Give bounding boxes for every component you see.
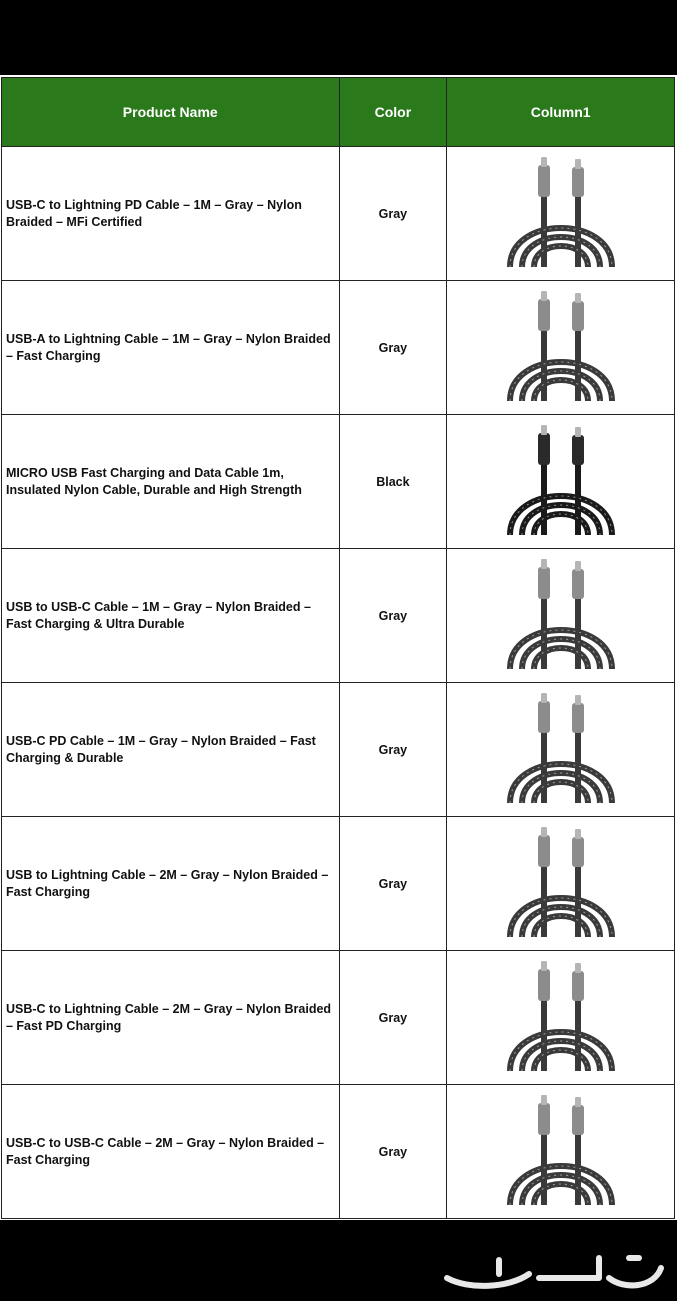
table-row xyxy=(2,683,675,817)
header-color: Color xyxy=(339,78,447,147)
color-cell: Gray xyxy=(339,147,447,281)
usb-a-to-lightning-cable-image xyxy=(496,289,626,407)
color-cell: Gray xyxy=(339,683,447,817)
table-row xyxy=(2,1085,675,1219)
product-image-cell xyxy=(447,683,675,817)
table-row xyxy=(2,951,675,1085)
header-column1: Column1 xyxy=(447,78,675,147)
product-name-cell: MICRO USB Fast Charging and Data Cable 1m, Insulated Nylon Cable, Durable and High Strength xyxy=(2,415,340,549)
logo-text: حراج xyxy=(552,1278,556,1279)
usb-c-to-lightning-cable-image xyxy=(496,155,626,273)
product-image-cell xyxy=(447,549,675,683)
usb-c-to-lightning-2m-cable-image xyxy=(496,959,626,1077)
table-row xyxy=(2,415,675,549)
product-name-cell: USB-C PD Cable – 1M – Gray – Nylon Braided – Fast Charging & Durable xyxy=(2,683,340,817)
color-cell: Gray xyxy=(339,951,447,1085)
product-name-cell: USB to Lightning Cable – 2M – Gray – Nylon Braided – Fast Charging xyxy=(2,817,340,951)
micro-usb-cable-image xyxy=(496,423,626,541)
table-row xyxy=(2,549,675,683)
haraj-logo[interactable] xyxy=(439,1248,669,1294)
product-image-cell xyxy=(447,415,675,549)
usb-to-usb-c-cable-image xyxy=(496,557,626,675)
table-row xyxy=(2,817,675,951)
footer-bar xyxy=(0,1222,677,1301)
usb-to-lightning-cable-image xyxy=(496,825,626,943)
table-row xyxy=(2,147,675,281)
product-image-cell xyxy=(447,817,675,951)
product-image-cell xyxy=(447,1085,675,1219)
color-cell: Gray xyxy=(339,281,447,415)
color-cell: Gray xyxy=(339,817,447,951)
table-row xyxy=(2,281,675,415)
product-table xyxy=(1,77,675,1219)
product-name-cell: USB-C to Lightning Cable – 2M – Gray – Nylon Braided – Fast PD Charging xyxy=(2,951,340,1085)
color-cell: Black xyxy=(339,415,447,549)
color-cell: Gray xyxy=(339,1085,447,1219)
product-name-cell: USB-C to Lightning PD Cable – 1M – Gray – Nylon Braided – MFi Certified xyxy=(2,147,340,281)
table-body xyxy=(2,147,675,1219)
color-cell: Gray xyxy=(339,549,447,683)
usb-c-to-usb-c-cable-image xyxy=(496,1093,626,1211)
table-header-row xyxy=(2,78,675,147)
product-image-cell xyxy=(447,147,675,281)
product-name-cell: USB-A to Lightning Cable – 1M – Gray – Nylon Braided – Fast Charging xyxy=(2,281,340,415)
product-sheet xyxy=(0,75,677,1220)
product-name-cell: USB to USB-C Cable – 1M – Gray – Nylon Braided – Fast Charging & Ultra Durable xyxy=(2,549,340,683)
usb-c-pd-cable-image xyxy=(496,691,626,809)
product-name-cell: USB-C to USB-C Cable – 2M – Gray – Nylon Braided – Fast Charging xyxy=(2,1085,340,1219)
header-product-name: Product Name xyxy=(2,78,340,147)
product-image-cell xyxy=(447,951,675,1085)
product-image-cell xyxy=(447,281,675,415)
